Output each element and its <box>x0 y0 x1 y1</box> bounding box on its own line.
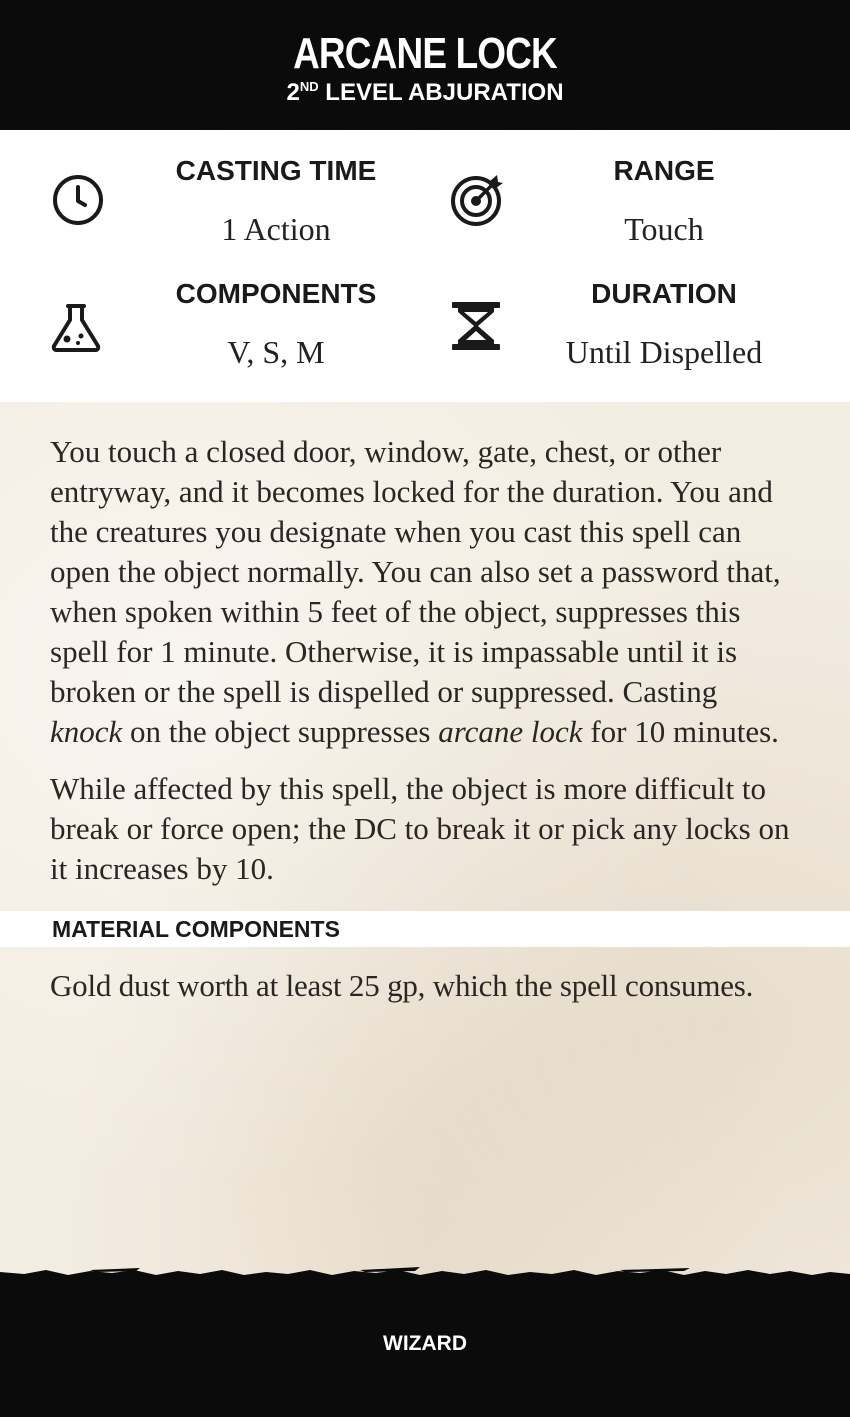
duration-value: Until Dispelled <box>565 334 763 370</box>
casting-time-value: 1 Action <box>221 211 331 247</box>
material-text: Gold dust worth at least 25 gp, which the spell consumes. <box>50 968 754 1003</box>
class-label: WIZARD <box>383 1332 467 1355</box>
spell-subtitle <box>0 79 850 107</box>
flask-icon <box>48 298 104 354</box>
spell-level-suffix: ND <box>299 79 319 94</box>
description-text: You touch a closed door, window, gate, chest, or other entryway, and it becomes locked for the duration. You and the creatures you designate when you cast this spell can open the object normally. You can also set a password that, when spoken within 5 feet of the object, suppresses this spell for 1 minute. Otherwise, it is impassable until it is broken or the spell is dispelled or suppressed. Casting <box>50 434 781 709</box>
range-label: RANGE <box>613 155 715 186</box>
torn-edge-bottom <box>0 1262 850 1288</box>
spell-reference: arcane lock <box>438 714 583 749</box>
spell-title: ARCANE LOCK <box>293 29 557 78</box>
description-paragraph-1 <box>50 432 795 752</box>
casting-time-label: CASTING TIME <box>175 155 377 186</box>
components-value: V, S, M <box>227 334 325 370</box>
description-text: on the object suppresses <box>130 714 431 749</box>
duration-label: DURATION <box>591 278 737 309</box>
components-label: COMPONENTS <box>175 278 377 309</box>
stats-panel <box>0 130 850 402</box>
spell-reference: knock <box>50 714 123 749</box>
spell-school: LEVEL ABJURATION <box>325 79 564 106</box>
target-icon <box>448 172 504 228</box>
range-value: Touch <box>624 211 704 247</box>
material-heading: MATERIAL COMPONENTS <box>52 916 340 942</box>
hourglass-icon <box>448 298 504 354</box>
description-text: for 10 minutes. <box>590 714 779 749</box>
clock-icon <box>50 172 106 228</box>
spell-level: 2 <box>286 79 300 106</box>
description-paragraph-2: While affected by this spell, the object is more difficult to break or force open; the DC to break it or pick any locks on it increases by 10. <box>50 771 790 886</box>
